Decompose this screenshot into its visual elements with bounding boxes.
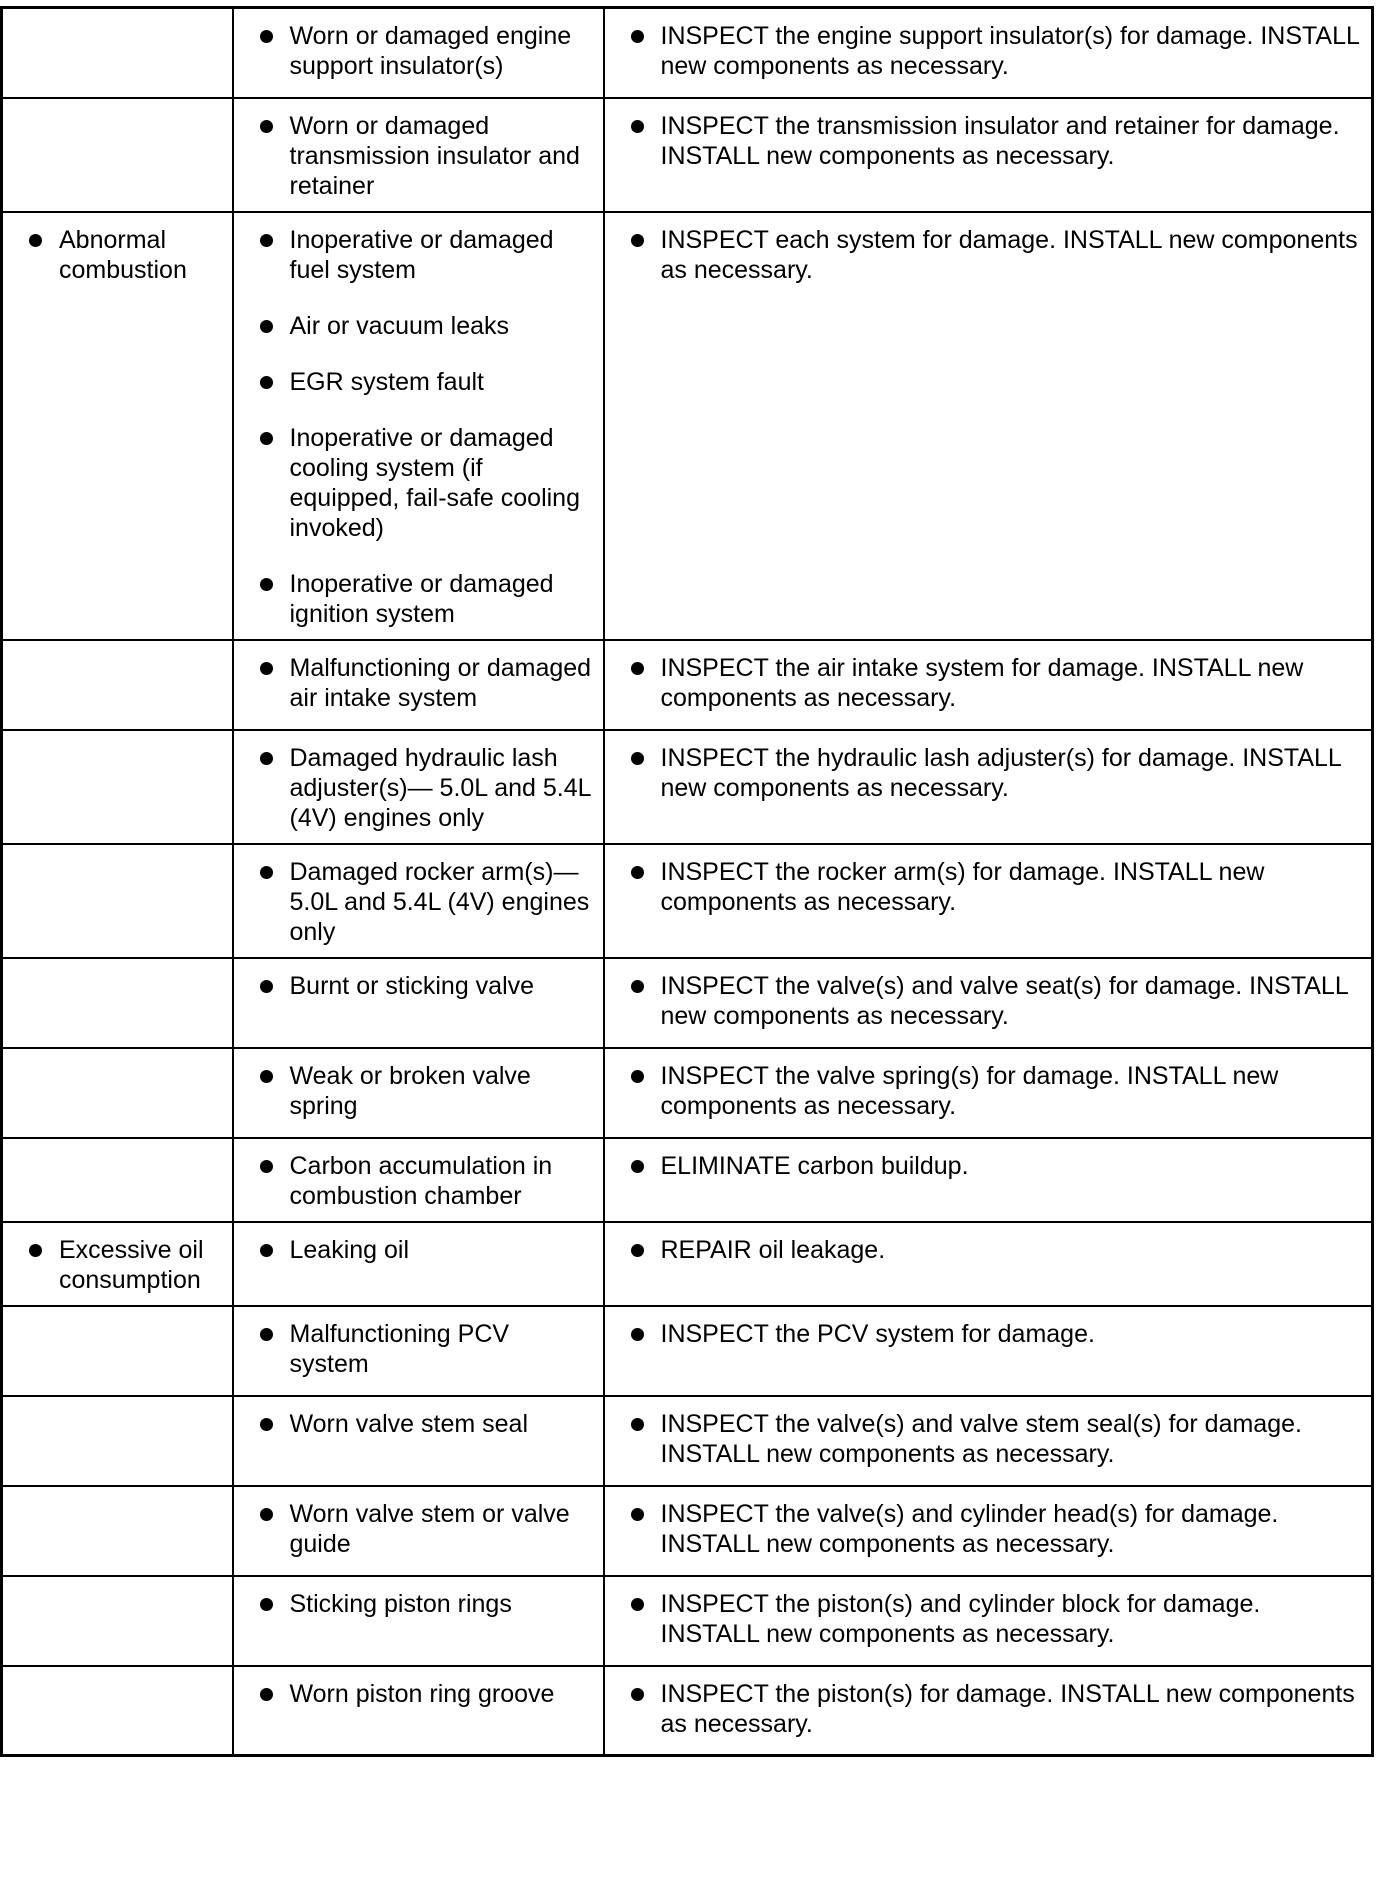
action-cell [604,1306,1373,1396]
symptom-item-text: Abnormal combustion [59,225,187,284]
bullet-dot-icon [631,1508,644,1521]
cause-item [256,1679,595,1709]
cause-item [256,857,595,947]
table-row [2,212,1373,640]
table-row [2,8,1373,98]
action-item-text: INSPECT the air intake system for damage. INSTALL new components as necessary. [660,653,1304,712]
cause-item [256,311,595,341]
cause-item-text: Carbon accumulation in combustion chamber [289,1151,553,1210]
cause-item-text: Worn valve stem or valve guide [289,1499,570,1558]
symptom-cell [2,1576,233,1666]
cause-cell [233,1666,604,1756]
action-item [627,857,1364,917]
bullet-dot-icon [260,980,273,993]
action-item [627,1409,1364,1469]
cause-item-text: EGR system fault [289,367,484,396]
action-item-text: ELIMINATE carbon buildup. [660,1151,969,1180]
bullet-dot-icon [631,866,644,879]
symptom-cell [2,1396,233,1486]
action-item-text: INSPECT the piston(s) and cylinder block for damage. INSTALL new components as necessary. [660,1589,1261,1648]
cause-cell [233,844,604,958]
bullet-dot-icon [260,1160,273,1173]
cause-item [256,367,595,397]
action-cell [604,1138,1373,1222]
table-row [2,1396,1373,1486]
action-item-text: INSPECT the valve spring(s) for damage. INSTALL new components as necessary. [660,1061,1279,1120]
action-item-text: INSPECT the valve(s) and valve seat(s) for damage. INSTALL new components as necessary. [660,971,1348,1030]
symptom-cell [2,98,233,212]
cause-item [256,1589,595,1619]
bullet-dot-icon [260,30,273,43]
cause-item [256,653,595,713]
action-cell [604,1048,1373,1138]
symptom-cell [2,958,233,1048]
bullet-dot-icon [260,1598,273,1611]
table-row [2,844,1373,958]
action-item [627,1151,1364,1181]
cause-item-text: Sticking piston rings [289,1589,512,1618]
symptom-item [25,225,224,285]
cause-cell [233,1576,604,1666]
cause-item-text: Malfunctioning PCV system [289,1319,510,1378]
bullet-dot-icon [631,1418,644,1431]
action-item [627,1061,1364,1121]
bullet-dot-icon [631,234,644,247]
action-item [627,1589,1364,1649]
symptom-cell [2,1222,233,1306]
bullet-dot-icon [260,1244,273,1257]
cause-item-text: Worn piston ring groove [289,1679,555,1708]
bullet-dot-icon [260,432,273,445]
action-item [627,1319,1364,1349]
bullet-dot-icon [631,120,644,133]
cause-cell [233,1396,604,1486]
cause-item [256,1061,595,1121]
table-row [2,958,1373,1048]
table-row [2,1666,1373,1756]
action-item-text: REPAIR oil leakage. [660,1235,886,1264]
cause-item [256,111,595,201]
cause-item-text: Inoperative or damaged ignition system [289,569,554,628]
cause-item [256,1151,595,1211]
cause-item-text: Inoperative or damaged fuel system [289,225,554,284]
cause-item-text: Worn or damaged engine support insulator(s) [289,22,572,80]
table-row [2,1222,1373,1306]
cause-item-text: Malfunctioning or damaged air intake system [289,653,592,712]
action-cell [604,958,1373,1048]
action-item-text: INSPECT the hydraulic lash adjuster(s) for damage. INSTALL new components as necessary. [660,743,1341,802]
cause-cell [233,1222,604,1306]
cause-item [256,1409,595,1439]
action-cell [604,1222,1373,1306]
cause-cell [233,212,604,640]
bullet-dot-icon [631,1328,644,1341]
action-cell [604,98,1373,212]
bullet-dot-icon [260,234,273,247]
action-item-text: INSPECT the piston(s) for damage. INSTALL new components as necessary. [660,1679,1355,1738]
bullet-dot-icon [260,376,273,389]
table-row [2,98,1373,212]
bullet-dot-icon [260,120,273,133]
cause-cell [233,1306,604,1396]
bullet-dot-icon [631,1160,644,1173]
bullet-dot-icon [29,234,42,247]
symptom-cell [2,1486,233,1576]
cause-item-text: Damaged rocker arm(s)— 5.0L and 5.4L (4V) engines only [289,857,590,946]
cause-item [256,1319,595,1379]
bullet-dot-icon [631,1688,644,1701]
bullet-dot-icon [29,1244,42,1257]
symptom-cell [2,1048,233,1138]
symptom-cell [2,1666,233,1756]
action-item [627,111,1364,171]
cause-cell [233,1486,604,1576]
bullet-dot-icon [260,662,273,675]
cause-item [256,971,595,1001]
action-item-text: INSPECT the valve(s) and valve stem seal(s) for damage. INSTALL new components as necessary. [660,1409,1302,1468]
action-item [627,1499,1364,1559]
symptom-cell [2,730,233,844]
cause-item [256,21,595,81]
action-cell [604,1486,1373,1576]
bullet-dot-icon [631,1244,644,1257]
cause-item-text: Inoperative or damaged cooling system (if equipped, fail-safe cooling invoked) [289,423,580,542]
action-cell [604,8,1373,98]
symptom-cell [2,640,233,730]
symptom-cell [2,844,233,958]
bullet-dot-icon [260,1070,273,1083]
action-cell [604,1396,1373,1486]
table-row [2,730,1373,844]
cause-item [256,1499,595,1559]
action-cell [604,212,1373,640]
action-item-text: INSPECT the PCV system for damage. [660,1319,1095,1348]
action-item-text: INSPECT the rocker arm(s) for damage. INSTALL new components as necessary. [660,857,1265,916]
bullet-dot-icon [260,1418,273,1431]
cause-cell [233,730,604,844]
bullet-dot-icon [631,1070,644,1083]
symptom-cell [2,1138,233,1222]
action-cell [604,640,1373,730]
action-item [627,653,1364,713]
cause-cell [233,8,604,98]
bullet-dot-icon [260,320,273,333]
symptom-cell [2,1306,233,1396]
action-cell [604,730,1373,844]
symptom-cell [2,8,233,98]
symptom-cell [2,212,233,640]
cause-item-text: Damaged hydraulic lash adjuster(s)— 5.0L and 5.4L (4V) engines only [289,743,591,832]
cause-item [256,1235,595,1265]
bullet-dot-icon [631,662,644,675]
cause-cell [233,98,604,212]
cause-item-text: Weak or broken valve spring [289,1061,531,1120]
action-item [627,743,1364,803]
cause-item-text: Air or vacuum leaks [289,311,510,340]
table-row [2,1048,1373,1138]
cause-item [256,423,595,543]
table-row [2,1306,1373,1396]
action-cell [604,844,1373,958]
bullet-dot-icon [631,30,644,43]
cause-cell [233,640,604,730]
action-item-text: INSPECT the transmission insulator and retainer for damage. INSTALL new components as necessary. [660,111,1340,170]
table-row [2,640,1373,730]
cause-item [256,225,595,285]
action-cell [604,1576,1373,1666]
cause-item [256,569,595,629]
cause-cell [233,958,604,1048]
cause-item-text: Worn valve stem seal [289,1409,529,1438]
bullet-dot-icon [260,578,273,591]
cause-item [256,743,595,833]
action-item [627,971,1364,1031]
cause-cell [233,1048,604,1138]
table-row [2,1576,1373,1666]
cause-cell [233,1138,604,1222]
table-row [2,1138,1373,1222]
bullet-dot-icon [260,1508,273,1521]
diagnosis-table [0,6,1374,1757]
table-body [2,8,1373,1756]
bullet-dot-icon [260,1328,273,1341]
symptom-item-text: Excessive oil consumption [59,1235,204,1294]
action-item [627,1235,1364,1265]
action-item [627,1679,1364,1739]
action-item [627,225,1364,285]
cause-item-text: Worn or damaged transmission insulator and retainer [289,111,580,200]
bullet-dot-icon [260,1688,273,1701]
bullet-dot-icon [631,1598,644,1611]
action-item [627,21,1364,81]
symptom-item [25,1235,224,1295]
action-item-text: INSPECT the valve(s) and cylinder head(s) for damage. INSTALL new components as necessary. [660,1499,1279,1558]
action-item-text: INSPECT each system for damage. INSTALL new components as necessary. [660,225,1358,284]
cause-item-text: Leaking oil [289,1235,410,1264]
table-row [2,1486,1373,1576]
action-item-text: INSPECT the engine support insulator(s) for damage. INSTALL new components as necessary. [660,22,1359,80]
bullet-dot-icon [260,752,273,765]
bullet-dot-icon [631,980,644,993]
cause-item-text: Burnt or sticking valve [289,971,535,1000]
action-cell [604,1666,1373,1756]
bullet-dot-icon [631,752,644,765]
bullet-dot-icon [260,866,273,879]
